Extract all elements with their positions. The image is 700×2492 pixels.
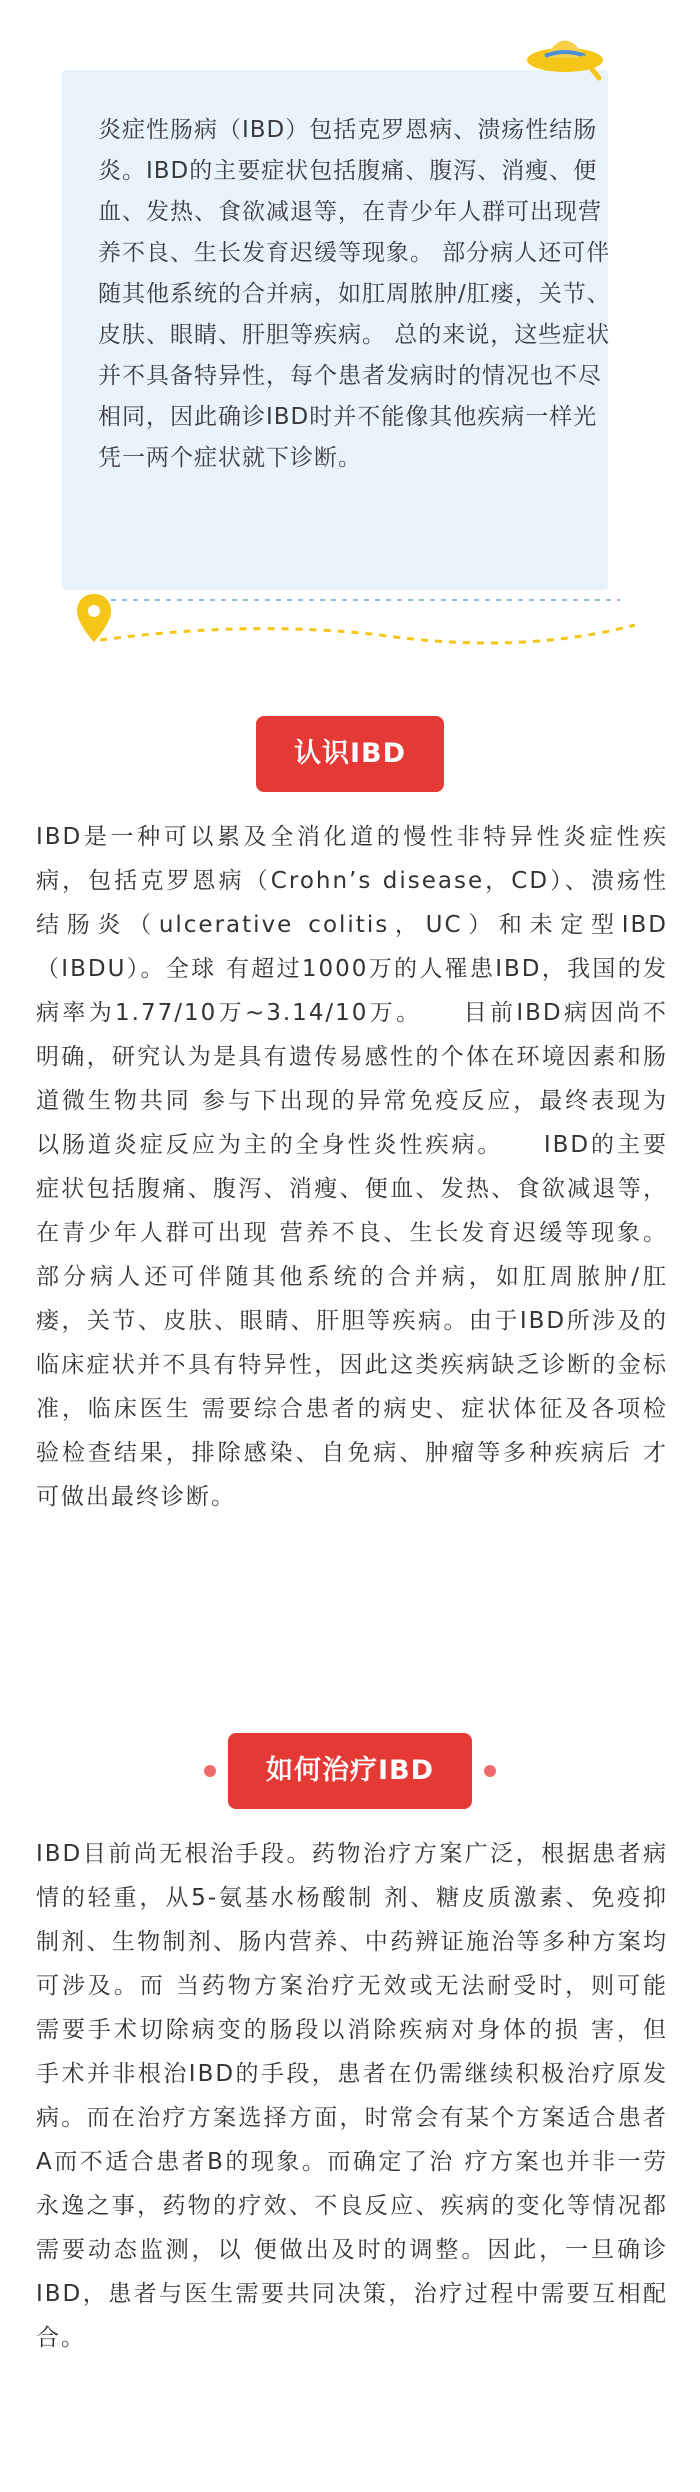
section-header-treatment <box>0 1733 700 1813</box>
section-title: 认识IBD <box>256 716 444 792</box>
header-dot-left <box>204 1765 216 1777</box>
header-dot-right <box>484 1765 496 1777</box>
section-title: 如何治疗IBD <box>228 1733 472 1809</box>
location-pin-icon <box>74 590 114 650</box>
intro-text: 炎症性肠病（IBD）包括克罗恩病、溃疡性结肠炎。IBD的主要症状包括腹痛、腹泻、消瘦、便血、发热、食欲减退等，在青少年人群可出现营养不良、生长发育迟缓等现象。 部分病人还可伴随其他系统的合并病，如肛周脓肿/肛瘘，关节、皮肤、眼睛、肝胆等疾病。 总的来说，这些症状并不具备特异性，每个患者发病时的情况也不尽相同，因此确诊IBD时并不能像其他疾病一样光凭一两个症状就下诊断。 <box>98 117 611 471</box>
dashed-path-decoration <box>100 580 640 680</box>
sun-hat-icon <box>515 18 615 88</box>
section-about-ibd-text: IBD是一种可以累及全消化道的慢性非特异性炎症性疾病，包括克罗恩病（Crohn’s disease，CD）、溃疡性结肠炎（ulcerative colitis，UC）和未定型IBD（IBDU）。全球 有超过1000万的人罹患IBD，我国的发病率为1.77/10万~3.14/10万。 目前IBD病因尚不明确，研究认为是具有遗传易感性的个体在环境因素和肠道微生物共同 参与下出现的异常免疫反应，最终表现为以肠道炎症反应为主的全身性炎性疾病。 IBD的主要症状包括腹痛、腹泻、消瘦、便血、发热、食欲减退等，在青少年人群可出现 营养不良、生长发育迟缓等现象。部分病人还可伴随其他系统的合并病，如肛周脓肿/肛瘘，关节、皮肤、眼睛、肝胆等疾病。由于IBD所涉及的临床症状并不具有特异性，因此这类疾病缺乏诊断的金标准，临床医生 需要综合患者的病史、症状体征及各项检验检查结果，排除感染、自免病、肿瘤等多种疾病后 才可做出最终诊断。 <box>36 824 668 1510</box>
section-header-about-ibd <box>0 716 700 796</box>
section-treatment-text: IBD目前尚无根治手段。药物治疗方案广泛，根据患者病情的轻重，从5-氨基水杨酸制 剂、糖皮质激素、免疫抑制剂、生物制剂、肠内营养、中药辨证施治等多种方案均可涉及。而 当药物方案治疗无效或无法耐受时，则可能需要手术切除病变的肠段以消除疾病对身体的损 害，但手术并非根治IBD的手段，患者在仍需继续积极治疗原发病。而在治疗方案选择方面，时常会有某个方案适合患者A而不适合患者B的现象。而确定了治 疗方案也并非一劳永逸之事，药物的疗效、不良反应、疾病的变化等情况都需要动态监测，以 便做出及时的调整。因此，一旦确诊IBD，患者与医生需要共同决策，治疗过程中需要互相配 合。 <box>36 1841 668 2351</box>
